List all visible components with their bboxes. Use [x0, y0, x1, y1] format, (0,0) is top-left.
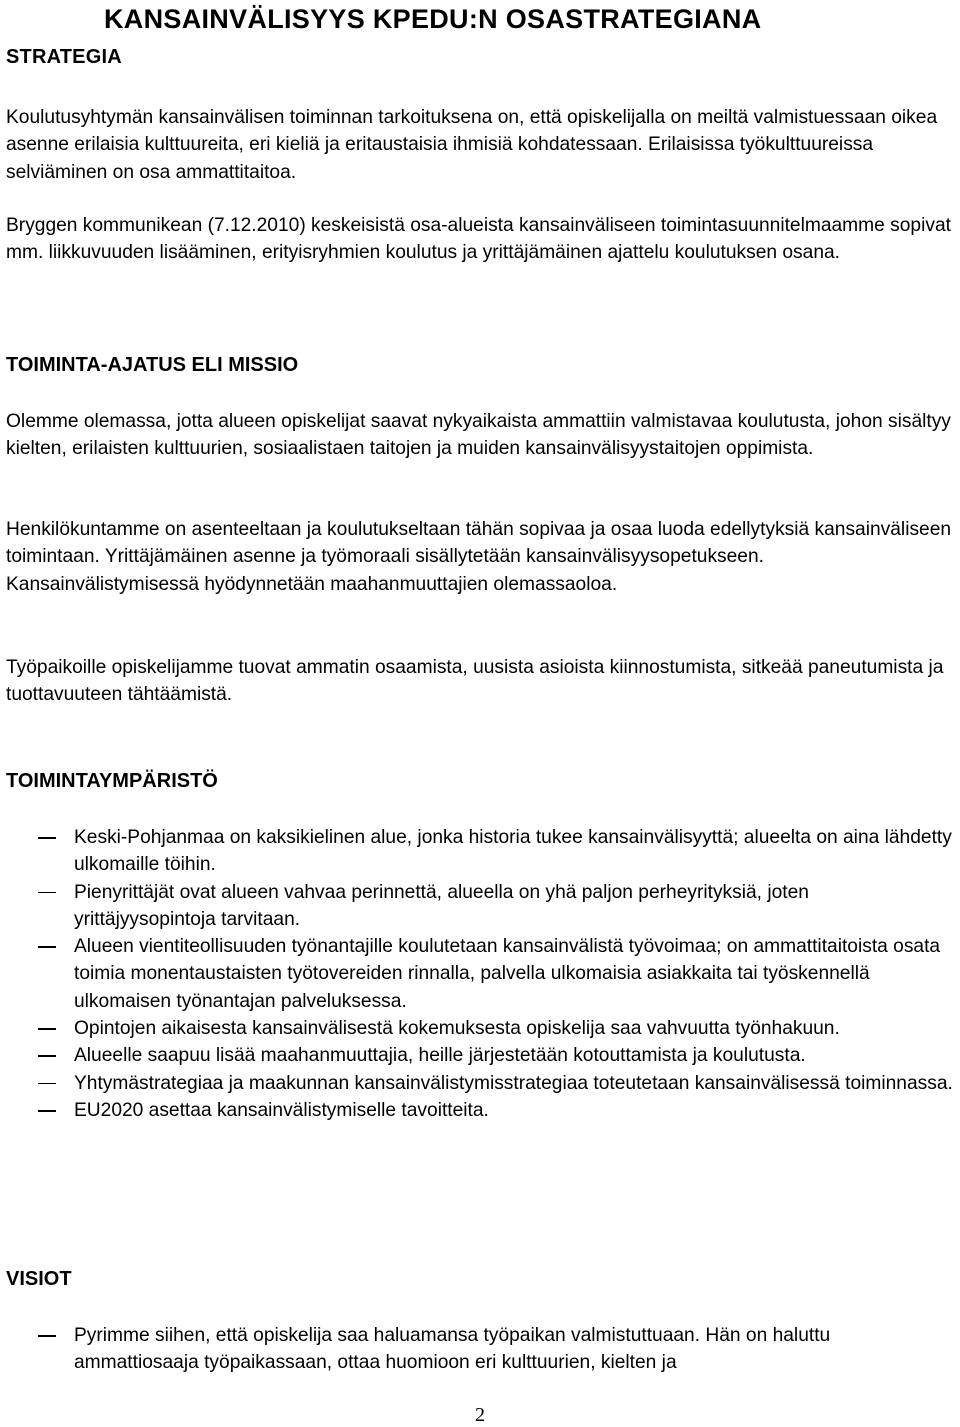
list-item: Alueelle saapuu lisää maahanmuuttajia, heille järjestetään kotouttamista ja koulutusta.	[6, 1042, 956, 1069]
strategy-label: STRATEGIA	[6, 46, 122, 68]
visions-list	[6, 1322, 956, 1377]
strategy-paragraph-1: Koulutusyhtymän kansainvälisen toiminnan tarkoituksena on, että opiskelijalla on meiltä valmistuessaan oikea asenne erilaisia kulttuureita, eri kieliä ja eritaustaisia ihmisiä kohdatessaan. Erilaisissa työkulttuureissa selviäminen on osa ammattitaitoa.	[6, 107, 938, 183]
list-item: Yhtymästrategiaa ja maakunnan kansainvälistymisstrategiaa toteutetaan kansainvälisessä toiminnassa.	[6, 1070, 956, 1097]
dash-bullet-icon	[38, 946, 56, 948]
environment-heading: TOIMINTAYMPÄRISTÖ	[6, 770, 218, 792]
list-item: Pienyrittäjät ovat alueen vahvaa perinnettä, alueella on yhä paljon perheyrityksiä, joten yrittäjyysopintoja tarvitaan.	[6, 879, 956, 934]
dash-bullet-icon	[38, 1055, 56, 1057]
mission-paragraph-1: Olemme olemassa, jotta alueen opiskelijat saavat nykyaikaista ammattiin valmistavaa koulutusta, johon sisältyy kielten, erilaisten kulttuurien, sosiaalistaen taitojen ja muiden kansainvälisyystaitojen oppimista.	[6, 411, 951, 460]
page-title: KANSAINVÄLISYYS KPEDU:N OSASTRATEGIANA	[104, 4, 762, 34]
dash-bullet-icon	[38, 1083, 56, 1085]
mission-heading: TOIMINTA-AJATUS ELI MISSIO	[6, 354, 299, 376]
list-item: EU2020 asettaa kansainvälistymiselle tavoitteita.	[6, 1097, 956, 1124]
mission-paragraph-3: Työpaikoille opiskelijamme tuovat ammatin osaamista, uusista asioista kiinnostumista, sitkeää paneutumista ja tuottavuuteen tähtäämistä.	[6, 657, 944, 706]
list-item: Keski-Pohjanmaa on kaksikielinen alue, jonka historia tukee kansainvälisyyttä; alueelta on aina lähdetty ulkomaille töihin.	[6, 824, 956, 879]
mission-paragraph-2: Henkilökuntamme on asenteeltaan ja koulutukseltaan tähän sopivaa ja osaa luoda edellytyksiä kansainväliseen toimintaan. Yrittäjämäinen asenne ja työmoraali sisällytetään kansainvälisyysopetukseen. Kansainvälistymisessä hyödynnetään maahanmuuttajien olemassaoloa.	[6, 519, 952, 595]
dash-bullet-icon	[38, 837, 56, 839]
strategy-paragraph-2: Bryggen kommunikean (7.12.2010) keskeisistä osa-alueista kansainväliseen toimintasuunnitelmaamme sopivat mm. liikkuvuuden lisääminen, erityisryhmien koulutus ja yrittäjämäinen ajattelu koulutuksen osana.	[6, 215, 951, 264]
list-item: Opintojen aikaisesta kansainvälisestä kokemuksesta opiskelija saa vahvuutta työnhakuun.	[6, 1015, 956, 1042]
list-item: Alueen vientiteollisuuden työnantajille koulutetaan kansainvälistä työvoimaa; on ammattitaitoista osata toimia monentaustaisten työtovereiden rinnalla, palvella ulkomaisia asiakkaita tai työskennellä ulkomaisen työnantajan palveluksessa.	[6, 933, 956, 1015]
dash-bullet-icon	[38, 1335, 56, 1337]
visions-heading: VISIOT	[6, 1268, 72, 1290]
dash-bullet-icon	[38, 1028, 56, 1030]
dash-bullet-icon	[38, 892, 56, 894]
environment-list	[6, 824, 956, 1124]
page-number: 2	[475, 1404, 485, 1426]
list-item: Pyrimme siihen, että opiskelija saa haluamansa työpaikan valmistuttuaan. Hän on haluttu ammattiosaaja työpaikassaan, ottaa huomioon eri kulttuurien, kielten ja	[6, 1322, 956, 1377]
dash-bullet-icon	[38, 1110, 56, 1112]
